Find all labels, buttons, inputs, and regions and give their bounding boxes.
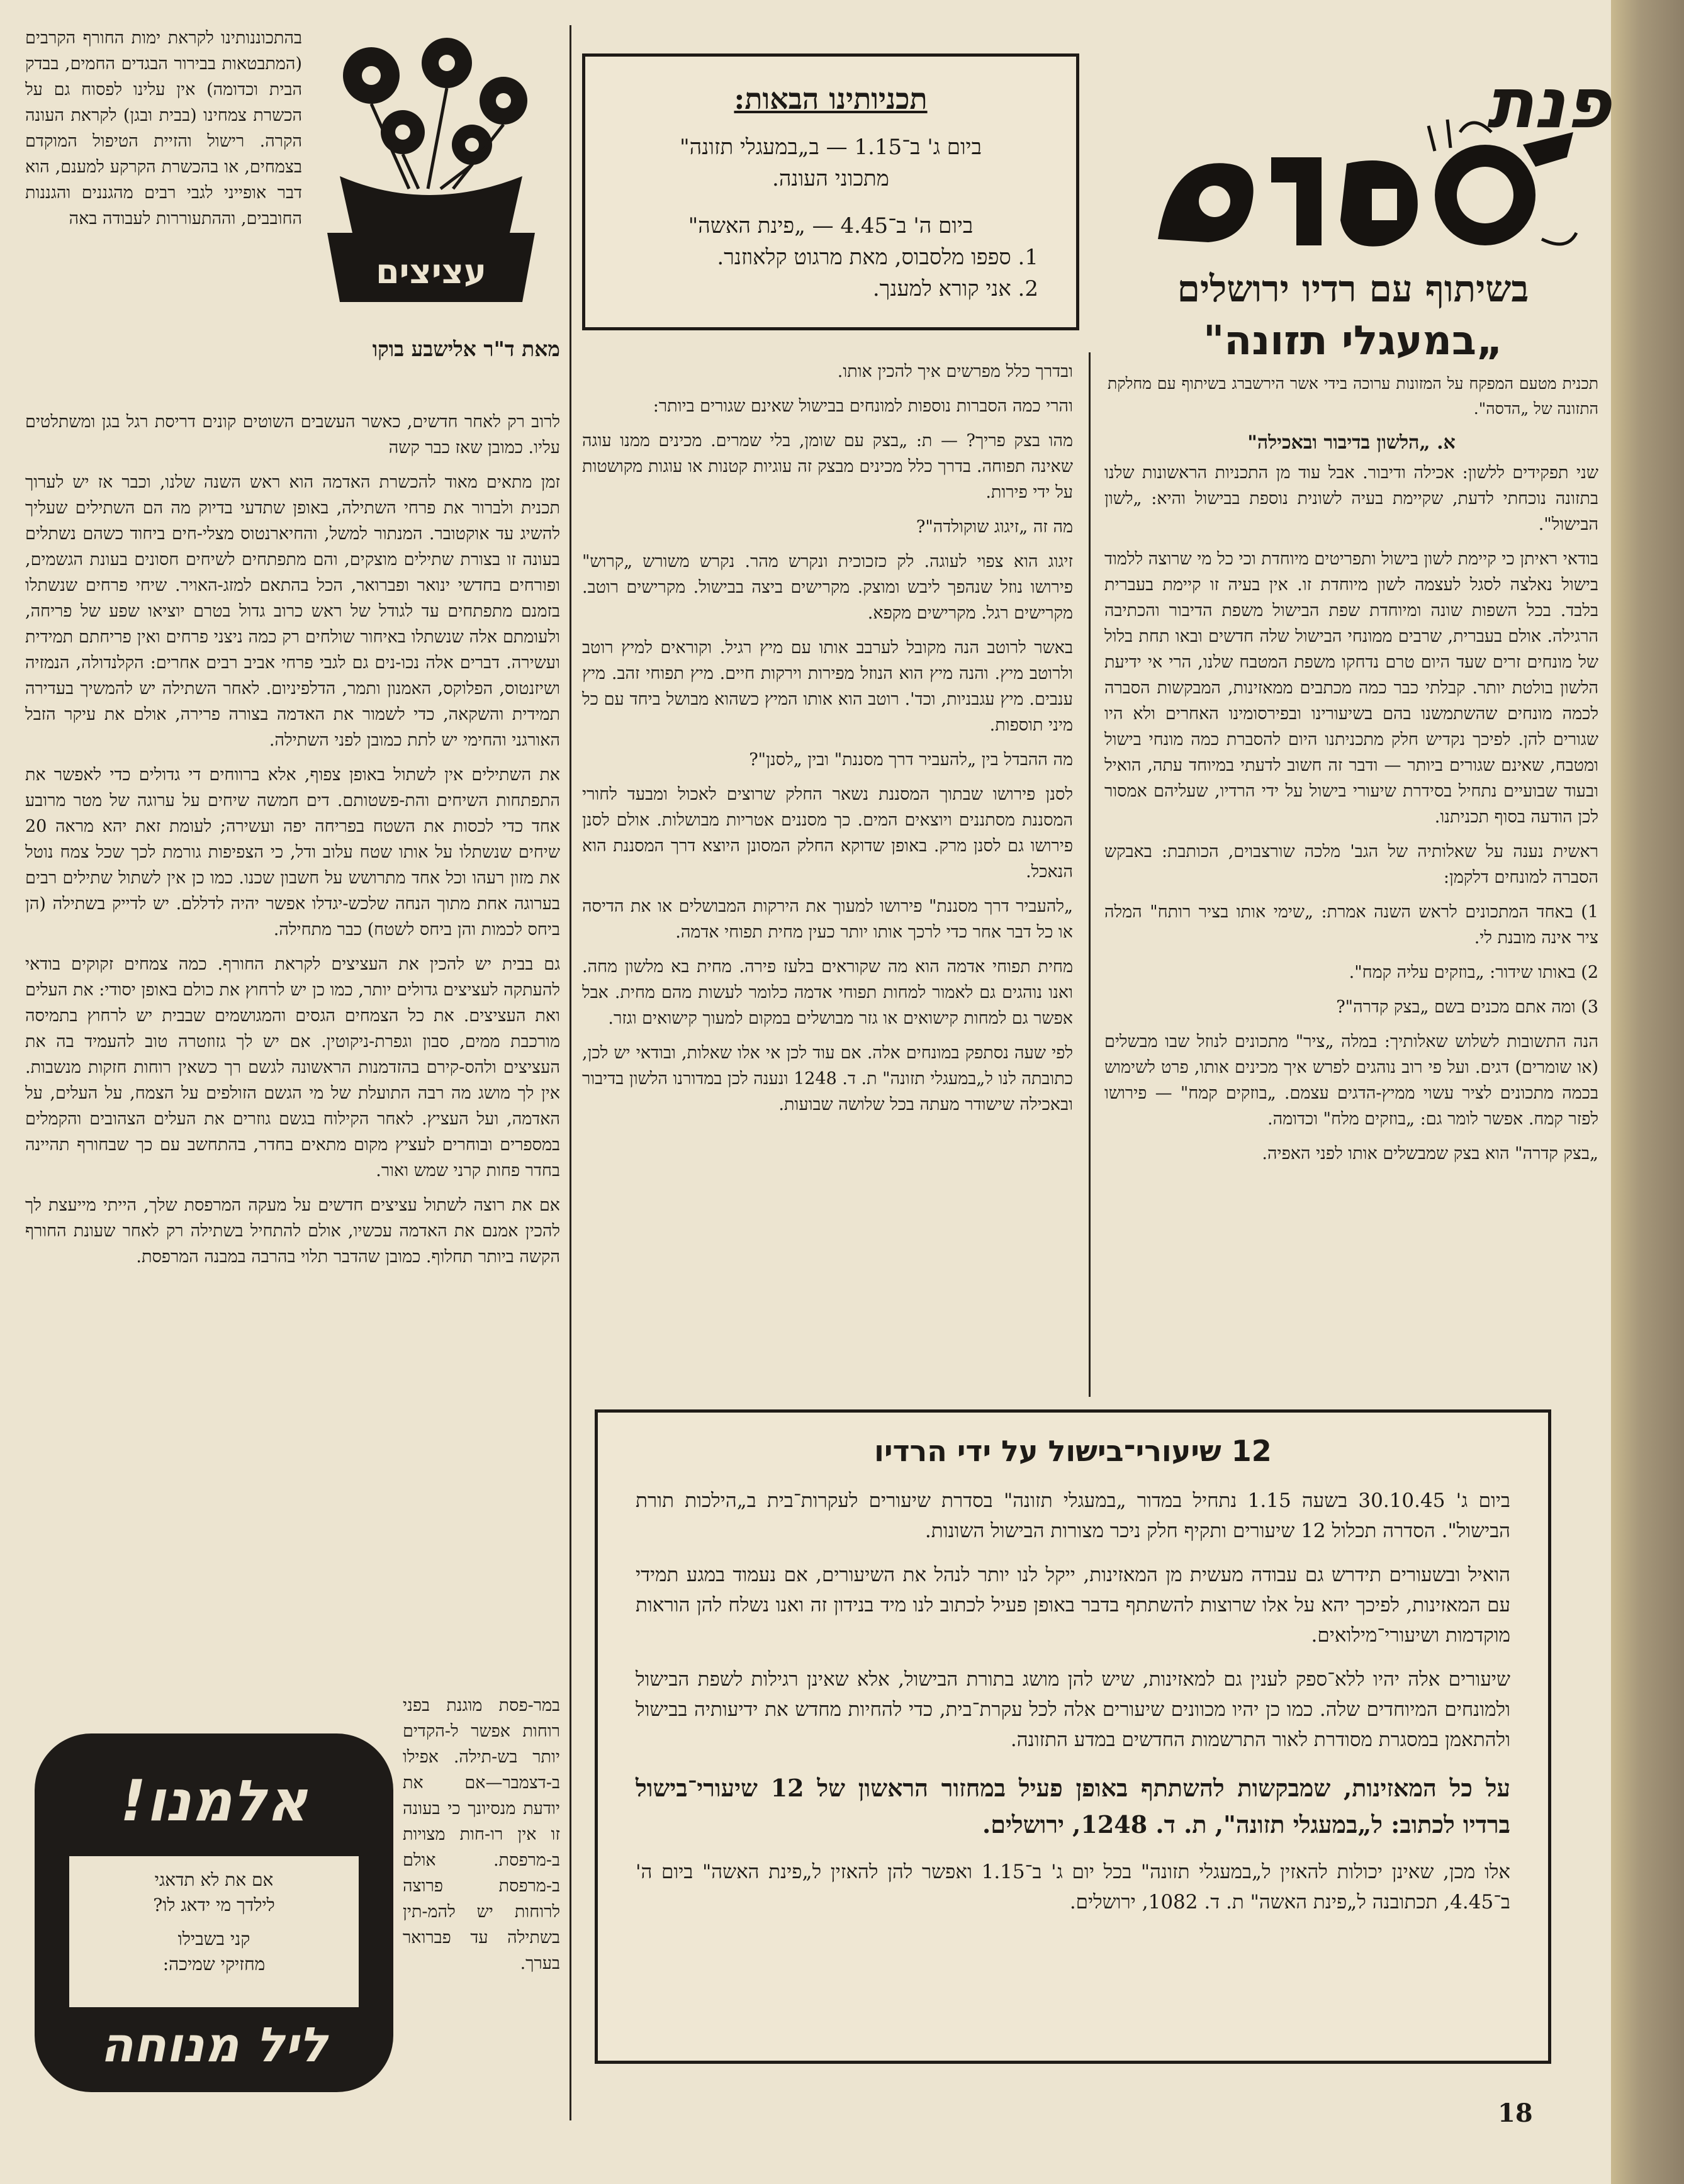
page-number: 18 — [1498, 2098, 1533, 2128]
paragraph: את השתילים אין לשתול באופן צפוף, אלא ברווחים די גדולים כדי לאפשר את התפתחות השיחים והת-פשטותם. דים חמשה שיחים על ערוגה של מטר מרובע אחד כדי לכסות את השטח בפריחה יפה ועשירה; לעומת זאת יהא מראה 20 שיחים שנשתלו על אותו שטח עלוב ודל, כי הצפיפות גורמת לכך שכל צמח נוטל את מזון רעהו וכל אחד מתרושש על חשבון שכנו. כמו כן אין לשתול שתילים רבים בערוגה אחת מתוך הנחה שלכש-יגדלו אפשר יהיה לדללם. יש לדייק בשתילה (הן ביחס לכמות והן ביחס לשטח) כבר מתחילה. — [25, 765, 560, 939]
paragraph: בודאי ראיתן כי קיימת לשון בישול ותפריטים מיוחדת וכי כל מי שרוצה ללמוד בישול נאלצה לסגל לעצמה לשון מיוחדת זו. אין בעיה זו קיימת בעברית בלבד. בכל השפות שונה ומיוחדת שפת הבישול משפת הדיבור והכתיבה הרגילה. אולם בעברית, שרבים ממונחי הבישול שלה חדשים ובאו תחת בלול של מונחים זרים שעד היום טרם נדחקו משפת המטבח שלנו, הרי אי ידיעת הלשון בולטת יותר. קבלתי כבר כמה מכתבים ממאזינות, המבקשות הסברה לכמה מונחים שהשתמשנו בהם בשיעורינו ובפירסומינו האחרים ולא היו שגורים להן. לפיכך נקדיש חלק מתכניתנו היום להסברת כמה מונחי בישול ומטבח, שאינם שגורים ביותר — ודבר זה חשוב לדעתי במיוחד עתה, הואיל ובעוד שבועיים נתחיל בסידרת שיעורי בישול על ידי הרדיו, שעליהם אמסור לכן הודעה בסוף תכניתנו. — [1104, 549, 1598, 827]
radio-lessons-title: 12 שיעורי־בישול על ידי הרדיו — [874, 1434, 1272, 1468]
paragraph: אלו מכן, שאינן יכולות להאזין ל„במעגלי תזונה" בכל יום ג' ב־1.15 ואפשר להן להאזין ל„פינת האשה" ביום ה' ב־4.45, תכתובנה ל„פינת האשה" ת. ד. 1082, ירושלים. — [636, 1861, 1511, 1913]
column-language — [1104, 428, 1598, 1397]
paragraph: הואיל ובשעורים תידרש גם עבודה מעשית מן המאזינות, ייקל לנו יותר לנהל את השיעורים, אם נעמוד במגע תמידי עם המאזינות, לפיכך יהא על אלו שרוצות להשתתף בדבר באופן פעיל לכתוב לנו מיד בנידון זה ואנו נשלח להן הוראות מוקדמות ושיעורי־מילואים. — [636, 1564, 1510, 1647]
paragraph: בהתכוננותינו לקראת ימות החורף הקרבים (המתבטאות בבירור הבגדים החמים, בבדק הבית וכדומה) אין עלינו לפסוח גם על הכשרת צמחינו (בבית ובגן) לקראת העונה הקרה. רישול והזיית הטיפול המוקדם בצמחים, או בהכשרת הקרקע למענם, הוא דבר אופייני לגבי רבים מהגננים והגננות החובבים, וההתעוררות לעבודה באה — [25, 28, 302, 228]
column-garden-narrow — [403, 1693, 560, 2133]
plans-box-line: ביום ה' ב־4.45 — „פינת האשה" — [688, 213, 974, 238]
masthead-small-word: פנת — [1486, 63, 1611, 143]
column-divider — [1089, 352, 1091, 1397]
plans-box — [582, 53, 1079, 330]
masthead-illustration — [1133, 107, 1586, 271]
section-heading: א. „הלשון בדיבור ובאכילה" — [1247, 432, 1456, 454]
paragraph: ובדרך כלל מפרשים איך להכין אותו. — [837, 362, 1073, 381]
ad-brand: ליל מנוחה — [100, 2017, 328, 2073]
column-divider — [570, 25, 571, 2120]
paragraph: והרי כמה הסברות נוספות למונחים בבישול שאינם שגורים ביותר: — [653, 396, 1073, 416]
paragraph: שני תפקידים ללשון: אכילה ודיבור. אבל עוד מן התכניות הראשונות שלנו בתזונה נוכחתי לדעת, שקיימת בעיה לשונית נוספת בבישול והיא: „לשון הבישול". — [1104, 463, 1598, 534]
masthead-subtitle-2: „במעגלי תזונה" — [1203, 318, 1503, 364]
paragraph: באשר לרוטב הנה מקובל לערבב אותו עם מיץ רגיל. וקוראים למיץ רוטב ולרוטב מיץ. והנה מיץ הוא הנוזל מפירות וירקות חיים. מיץ תפוחי זהב. מיץ ענבים. מיץ עגבניות, וכד'. רוטב הוא אותו המיץ כשהוא מבושל ביחד עם כל מיני תוספות. — [582, 638, 1073, 735]
bold-paragraph: על כל המאזינות, שמבקשות להשתתף באופן פעיל במחזור הראשון של 12 שיעורי־בישול ברדיו לכתוב: ל„במעגלי תזונה", ת. ד. 1248, ירושלים. — [636, 1774, 1510, 1839]
ad-panel — [69, 1856, 359, 2007]
plans-box-item: 1. ספפו מלסבוס, מאת מרגוט קלאוזנר. — [717, 245, 1038, 270]
paragraph: מהו בצק פריך? — ת: „בצק עם שומן, בלי שמרים. מכינים ממנו עוגה שאינה תפוחה. בדרך כלל מכינים מבצק זה עוגיות קטנות או עוגות מקושטות על ידי פירות. — [582, 431, 1073, 502]
paragraph: „להעביר דרך מסננת" פירושו למעוך את הירקות המבושלים או את הדיסה או כל דבר אחר כדי לרכך אותו יותר כעין מחית תפוחי אדמה. — [582, 897, 1073, 942]
paragraph: לסנן פירושו שבתוך המסננת נשאר החלק שרוצים לאכול ומבעד לחורי המסננת מסתננים ויוצאים המים. כך מסננים אטריות מבושלות. אולם לסנן פירושו גם לסנן מרק. באופן שדוקא החלק המסונן היוצא דרך המסננת הוא הנאכל. — [582, 785, 1073, 882]
paragraph: מחית תפוחי אדמה הוא מה שקוראים בלעז פירה. מחית בא מלשון מחה. ואנו נוהגים גם לאמור למחות תפוחי אדמה כלומר לעשות מהם מחית. אבל אפשר גם למחות קישואים או גזר מבושלים במקום למעוך קישואים וגזר. — [582, 957, 1073, 1028]
garden-author: מאת ד"ר אלישבע בוקו — [372, 337, 560, 361]
plans-box-title: תכניותינו הבאות: — [734, 82, 928, 116]
radio-lessons-box — [595, 1409, 1551, 2064]
ad-line: קני בשבילו — [177, 1929, 250, 1949]
paragraph: „בצק קדרה" הוא בצק שמבשלים אותו לפני האפיה. — [1262, 1144, 1598, 1163]
ad-line: מחזיקי שמיכה: — [162, 1954, 266, 1974]
paragraph: ביום ג' 30.10.45 בשעה 1.15 נתחיל במדור „במעגלי תזונה" בסדרת שיעורים לעקרות־בית ב„הילכות תורת הבישול". הסדרה תכלול 12 שיעורים ותקיף חלק ניכר מצורות הבישול השונות. — [636, 1489, 1510, 1542]
paragraph: מה ההבדל בין „להעביר דרך מסננת" ובין „לסנן"? — [749, 750, 1073, 770]
plans-box-line: ביום ג' ב־1.15 — ב„במעגלי תזונה" — [680, 135, 982, 160]
garden-side-column — [25, 25, 302, 403]
paragraph: הנה התשובות לשלוש שאלותיך: במלה „ציר" מתכונים לנוזל שבו מבשלים (או שומרים) דגים. ועל פי רוב נוהגים לפרש איך מכינים אותו, פרט לשימוש בכמה מתכונים לציר עשוי ממיץ-הדגים עצמם. „בוזקים קמח" — פירושו לפזר קמח. אפשר לומר גם: „בוזקים מלח" וכדומה. — [1104, 1032, 1598, 1129]
paragraph: לרוב רק לאחר חדשים, כאשר העשבים השוטים קונים דריסת רגל בגן ומשתלטים עליו. כמובן שאז כבר קשה — [25, 412, 560, 457]
paragraph: אם את רוצה לשתול עציצים חדשים על מעקה המרפסת שלך, הייתי מייעצת לך להכין אמנם את האדמה עכשיו, אולם להתחיל בשתילה רק לאחר שעונת החורף הקשה ביותר תחלוף. כמובן שהדבר תלוי בהרבה במבנה המרפסת. — [25, 1196, 560, 1267]
paragraph: זיגוג הוא צפוי לעוגה. לק כזכוכית ונקרש מהר. נקרש משורש „קרוש" פירושו נוזל שנהפך ליבש ומוצק. מקרישים ביצה בבישול. מקרישים רוטב. מקרישים רגל. מקרישים מקפא. — [582, 552, 1073, 623]
paragraph: שיעורים אלה יהיו ללא־ספק לענין גם למאזינות, שיש להן מושג בתורת הבישול, אלא שאינן רגילות לשפת הבישול ולמונחים המיוחדים שלה. כמו כן יהיו מכוונים שיעורים אלה לכל עקרת־בית, כדי להחיות מחדש את ידיעותיה בבישול ולהתאמן במסגרת מסודרת לאור התרשמות החדשים במדע התזונה. — [636, 1668, 1510, 1751]
column-terms — [582, 359, 1073, 1378]
paragraph: 2) באותו שידור: „בוזקים עליה קמח". — [1349, 963, 1598, 982]
paragraph: 3) ומה אתם מכנים בשם „בצק קדרה"? — [1336, 997, 1598, 1017]
column-garden — [25, 409, 560, 1667]
ad-line: אם את לא תדאגי — [154, 1869, 274, 1890]
ad-line: לילדך מי ידאג לו? — [153, 1895, 275, 1915]
paragraph: 1) באחד המתכונים לראש השנה אמרת: „שימי אותו בציר רותח" המלה ציר אינה מובנת לי. — [1104, 902, 1598, 948]
masthead-intro: תכנית מטעם המפקח על המזונות ערוכה בידי אשר הירשברג בשיתוף עם מחלקת התזונה של „הדסה". — [1108, 374, 1598, 418]
advertisement — [35, 1733, 393, 2092]
page-edge — [1611, 0, 1684, 2184]
plans-box-line: מתכוני העונה. — [772, 166, 889, 191]
paragraph: גם בבית יש להכין את העציצים לקראת החורף. כמה צמחים זקוקים בודאי להעתקה לעציצים גדולים יותר, כמו כן יש לרחוץ את כולם באופן יסודי: את העלים ואת העציצים. את כל הצמחים הגסים והמגושמים שבבית יש לרחוץ בתמיסה מורכבת ממים, סבון וגפרת-ניקוטין. אם יש לך גזוזטרה טוב להעמיד בה את העציצים ולהס-קירם בהזדמנות הראשונה לגשם רך כשאין רוחות חזקות מנשבות. אין לך מושג מה רבה התועלת של מי הגשם הזולפים על הצמח, על העלים, על האדמה, ועל העציץ. לאחר הקילוח בגשם גוזרים את העלים הצהובים והקמלים במספרים ובוחרים לעציץ מקום מתאים בחדר, בהתחשב עם כך שבחורף תהיינה בחדר פחות קרני שמש ואור. — [25, 955, 560, 1180]
plans-box-item: 2. אני קורא למענך. — [872, 276, 1038, 301]
paragraph: זמן מתאים מאוד להכשרת האדמה הוא ראש השנה שלנו, וכבר אז יש לערוך תכנית ולברור את פרחי השתילה, באופן שתדעי בדיוק מה הם השתילים שעליך להשיג עד אוקטובר. המנתור למשל, והחיארנטוס מצלי-חים ביחוד כשהם נשתלים בעונה זו בצורת שתילים מוצקים, והם מתפתחים לשיחים חסונים בעונת הגשמים, ופורחים בחדשי ינואר ופברואר, הכל בהתאם למזג-האויר. שיחי פרחים שנשתלו בזמנם מתפתחים עד לגודל של ראש כרוב גדול בטרם יוציאו שפע של פריחה, ולעומתם אלה שנשתלו באיחור שולחים רק כמה ניצני פרחים ואין פריחתם תמידית ועשירה. דברים אלה נכו-נים גם לגבי פרחי אביב רבים אחרים: הקלנדולה, הנמזיה ושיזנטוס, הפלוקס, האמנון ותמר, הדלפיניום. לאחר השתילה יש להמשיך בעדירה תמידית והשקאה, כדי לשמור את האדמה בצורה פרירה, אולם את עיקר הזבל האורגני והחימי יש לתת כמובן לפני השתילה. — [25, 473, 560, 750]
masthead-subtitle-1: בשיתוף עם רדיו ירושלים — [1177, 267, 1529, 310]
paragraph: לפי שעה נסתפק במונחים אלה. אם עוד לכן אי אלו שאלות, ובודאי יש לכן, כתובתה לנו ל„במעגלי תזונה" ת. ד. 1248 ונענה לכן במדורנו הלשון בדיבור ובאכילה שישודר מעתה בכל שלושה שבועות. — [582, 1043, 1073, 1114]
paragraph: במר-פסת מוגנת בפני רוחות אפשר ל-הקדים יותר בש-תילה. אפילו ב-דצמבר—אם את יודעת מנסיונך כי בעונה זו אין רו-חות מצויות ב-מרפסת. אולם ב-מרפסת פרוצה לרוחות יש להמ-תין בשתילה עד פברואר בערך. — [403, 1696, 560, 1973]
ad-headline: !אלמנו — [120, 1768, 308, 1834]
paragraph: ראשית נענה על שאלותיה של הגב' מלכה שורצבוים, הכותבת: באבקש הסברה למונחים דלקמן: — [1104, 842, 1598, 887]
paragraph: מה זה „זיגוג שוקולדה"? — [916, 517, 1073, 537]
garden-image-caption: עציצים ופרחים — [375, 252, 487, 331]
